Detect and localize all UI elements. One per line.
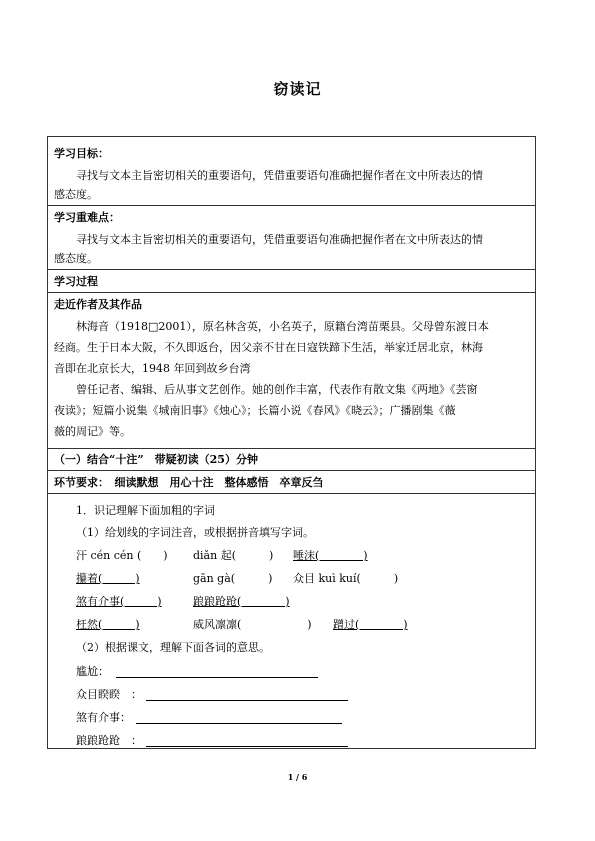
- section1-row: [48, 449, 535, 471]
- answer-line-shayoujieshi[interactable]: [136, 723, 342, 724]
- word-liangqiang: 踉踉跄跄 ：: [76, 734, 142, 747]
- author-p2-line-2: 夜读》；短篇小说集《城南旧事》《烛心》；长篇小说《春风》《晓云》；广播剧集《薇: [54, 404, 456, 417]
- goal-line-2: 感态度。: [54, 188, 98, 201]
- answer-line-liangqiang[interactable]: [146, 746, 348, 747]
- exercise-sub1: （1）给划线的字词注音，或根据拼音填写字词。: [76, 526, 314, 539]
- author-p2-line-3: 薇的周记》等。: [54, 425, 131, 438]
- keypoint-heading: 学习重难点：: [54, 211, 120, 224]
- item-liangqiang: 踉踉跄跄( ): [193, 595, 290, 608]
- item-han-cen: 汗 cén cén ( ): [76, 549, 168, 562]
- exercise-sub2: （2）根据课文，理解下面各词的意思。: [76, 641, 270, 654]
- keypoint-row: [48, 206, 535, 270]
- process-row: [48, 270, 535, 293]
- author-p1-line-1: 林海音（1918□2001），原名林含英，小名英子，原籍台湾苗栗县。父母曾东渡日本: [76, 320, 489, 333]
- goal-line-1: 寻找与文本主旨密切相关的重要语句，凭借重要语句准确把握作者在文中所表达的情: [76, 169, 483, 182]
- word-kuikui: 众目睽睽 ：: [76, 688, 142, 701]
- author-heading: 走近作者及其作品: [54, 298, 142, 311]
- page-title: 窃读记: [273, 80, 322, 98]
- item-ganga: gān gà( ): [193, 572, 273, 585]
- requirement-row: [48, 471, 535, 494]
- process-heading: 学习过程: [54, 275, 98, 288]
- page-number: 1 / 6: [287, 772, 308, 782]
- item-linlin: 威风凛凛( ): [193, 618, 312, 631]
- item-zuanzhe: 攥着( ): [76, 572, 140, 585]
- author-p1-line-3: 音即在北京长大，1948 年回到故乡台湾: [54, 362, 251, 375]
- section1-heading: （一）结合“十注” 带疑初读（25）分钟: [54, 453, 258, 466]
- item-kuikui: 众目 kuì kuí( ): [293, 572, 399, 585]
- keypoint-line-2: 感态度。: [54, 252, 98, 265]
- item-tuomo: 唾沫( ): [293, 549, 368, 562]
- word-shayoujieshi: 煞有介事：: [76, 711, 131, 724]
- answer-line-ganga[interactable]: [116, 677, 318, 678]
- exercise-q1: 1．识记理解下面加粗的字词: [76, 504, 215, 517]
- answer-line-kuikui[interactable]: [146, 700, 348, 701]
- exercise-block: [48, 494, 535, 748]
- author-p1-line-2: 经商。生于日本大阪，不久即返台，因父亲不甘在日寇铁蹄下生活，举家迁居北京，林海: [54, 341, 483, 354]
- author-row: [48, 293, 535, 449]
- section1-requirement: 环节要求： 细读默想 用心十注 整体感悟 卒章反刍: [54, 476, 324, 489]
- item-wangran: 枉然( ): [76, 618, 140, 631]
- item-shayoujieshi: 煞有介事( ): [76, 595, 162, 608]
- word-ganga: 尴尬：: [76, 665, 109, 678]
- goal-row: [48, 137, 535, 206]
- study-table: [47, 136, 536, 749]
- item-cengguo: 蹭过( ): [333, 618, 408, 631]
- goal-heading: 学习目标：: [54, 147, 109, 160]
- author-p2-line-1: 曾任记者、编辑、后从事文艺创作。她的创作丰富，代表作有散文集《两地》《芸窗: [76, 383, 478, 396]
- keypoint-line-1: 寻找与文本主旨密切相关的重要语句，凭借重要语句准确把握作者在文中所表达的情: [76, 233, 483, 246]
- item-dian-qi: diǎn 起( ): [193, 549, 274, 562]
